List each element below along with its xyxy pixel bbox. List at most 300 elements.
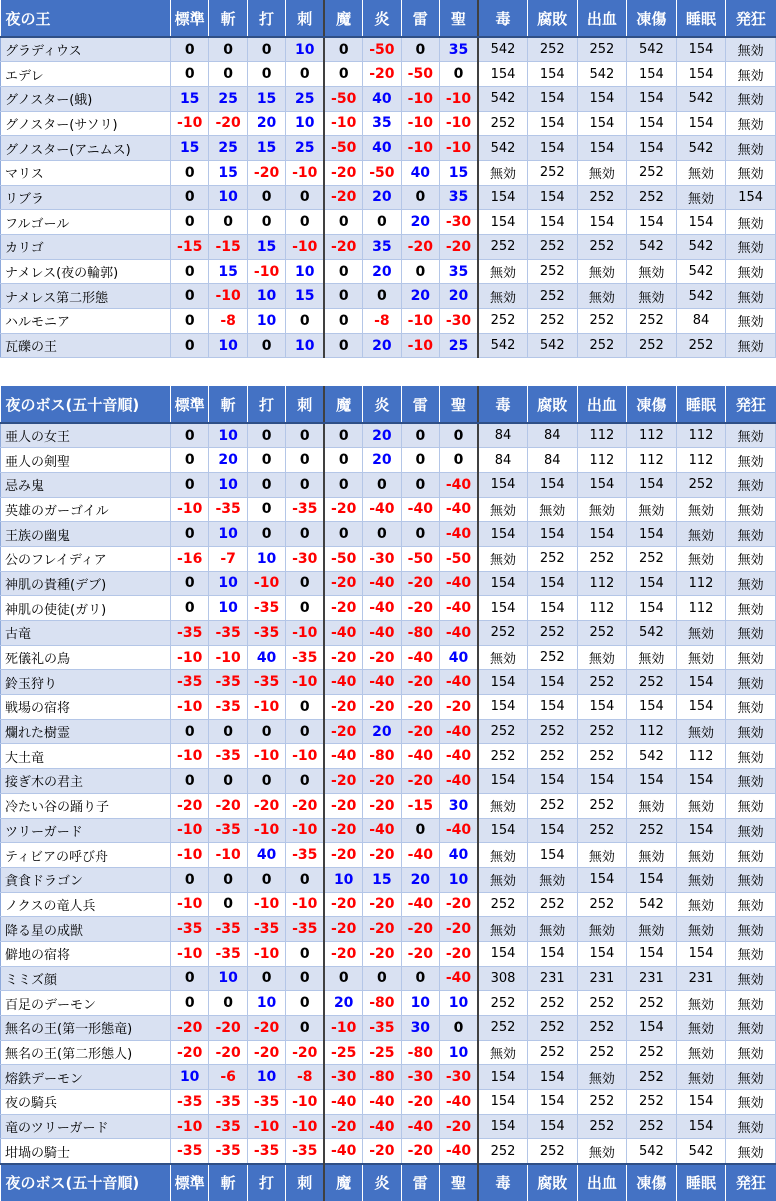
- status-resist-cell: 252: [528, 160, 578, 185]
- resistance-cell: -20: [247, 793, 285, 818]
- resistance-cell: -20: [324, 497, 362, 522]
- status-resist-cell: 無効: [478, 259, 528, 284]
- resistance-cell: 0: [324, 259, 362, 284]
- resistance-cell: 20: [363, 423, 401, 448]
- status-resist-cell: 154: [627, 695, 677, 720]
- resistance-cell: -20: [440, 1114, 478, 1139]
- resistance-cell: -20: [401, 941, 439, 966]
- resistance-cell: 0: [247, 448, 285, 473]
- status-resist-cell: 無効: [726, 235, 776, 260]
- status-resist-cell: 112: [676, 744, 726, 769]
- resistance-cell: 35: [440, 185, 478, 210]
- resistance-cell: -40: [401, 843, 439, 868]
- resistance-cell: -40: [401, 1114, 439, 1139]
- status-resist-cell: 無効: [726, 645, 776, 670]
- status-resist-cell: 無効: [478, 497, 528, 522]
- resistance-cell: 20: [363, 259, 401, 284]
- resistance-cell: -10: [401, 136, 439, 161]
- status-resist-cell: 無効: [726, 867, 776, 892]
- resistance-cell: 40: [363, 86, 401, 111]
- table-row: [1, 917, 776, 942]
- status-resist-cell: 252: [577, 309, 627, 334]
- table-row: [1, 185, 776, 210]
- resistance-cell: -20: [324, 843, 362, 868]
- status-resist-cell: 無効: [726, 670, 776, 695]
- resistance-cell: 0: [401, 472, 439, 497]
- resistance-cell: -35: [209, 497, 247, 522]
- status-resist-cell: 無効: [627, 917, 677, 942]
- status-resist-cell: 112: [676, 448, 726, 473]
- resistance-cell: -20: [324, 892, 362, 917]
- resistance-cell: -10: [440, 111, 478, 136]
- resistance-cell: -40: [440, 769, 478, 794]
- status-resist-cell: 無効: [478, 284, 528, 309]
- resistance-cell: 0: [170, 210, 208, 235]
- resistance-cell: 0: [324, 522, 362, 547]
- resistance-cell: 0: [286, 423, 324, 448]
- status-resist-cell: 252: [528, 309, 578, 334]
- resistance-cell: -40: [363, 1090, 401, 1115]
- resistance-cell: -35: [209, 670, 247, 695]
- status-resist-cell: 154: [627, 571, 677, 596]
- resistance-cell: 0: [170, 991, 208, 1016]
- status-resist-cell: 無効: [726, 621, 776, 646]
- resistance-cell: -15: [209, 235, 247, 260]
- resistance-cell: 0: [247, 210, 285, 235]
- header-col: 聖: [440, 386, 478, 423]
- status-resist-cell: 154: [528, 670, 578, 695]
- resistance-cell: -10: [286, 160, 324, 185]
- resistance-cell: -35: [170, 1139, 208, 1164]
- status-resist-cell: 252: [478, 309, 528, 334]
- resistance-cell: -30: [401, 1065, 439, 1090]
- resistance-cell: 0: [363, 966, 401, 991]
- status-resist-cell: 252: [478, 719, 528, 744]
- header-col: 毒: [478, 386, 528, 423]
- resistance-cell: -10: [170, 1114, 208, 1139]
- table-row: [1, 892, 776, 917]
- status-resist-cell: 252: [577, 793, 627, 818]
- resistance-cell: 0: [170, 423, 208, 448]
- resistance-cell: 10: [286, 259, 324, 284]
- status-resist-cell: 無効: [577, 917, 627, 942]
- table-row: [1, 843, 776, 868]
- resistance-cell: -20: [324, 596, 362, 621]
- status-resist-cell: 154: [627, 472, 677, 497]
- status-resist-cell: 542: [577, 62, 627, 87]
- resistance-cell: -10: [324, 1016, 362, 1041]
- status-resist-cell: 154: [577, 941, 627, 966]
- resistance-cell: -8: [363, 309, 401, 334]
- status-resist-cell: 154: [528, 571, 578, 596]
- status-resist-cell: 252: [627, 670, 677, 695]
- resistance-cell: 15: [247, 235, 285, 260]
- resistance-cell: 0: [247, 769, 285, 794]
- boss-name-cell: 英雄のガーゴイル: [1, 497, 171, 522]
- resistance-cell: 0: [363, 284, 401, 309]
- resistance-cell: -20: [324, 1114, 362, 1139]
- status-resist-cell: 542: [627, 621, 677, 646]
- resistance-cell: 0: [286, 309, 324, 334]
- header-col: 睡眠: [676, 386, 726, 423]
- status-resist-cell: 252: [577, 333, 627, 358]
- resistance-cell: -10: [286, 744, 324, 769]
- resistance-cell: 15: [286, 284, 324, 309]
- boss-name-cell: ナメレス第二形態: [1, 284, 171, 309]
- status-resist-cell: 無効: [676, 522, 726, 547]
- header-col: 斬: [209, 386, 247, 423]
- resistance-cell: 40: [247, 645, 285, 670]
- boss-name-cell: 亜人の女王: [1, 423, 171, 448]
- resistance-cell: -80: [401, 621, 439, 646]
- table-row: [1, 670, 776, 695]
- resistance-cell: -20: [401, 235, 439, 260]
- status-resist-cell: 無効: [726, 1016, 776, 1041]
- status-resist-cell: 154: [478, 596, 528, 621]
- resistance-cell: -40: [440, 571, 478, 596]
- status-resist-cell: 無効: [726, 472, 776, 497]
- boss-name-cell: 僻地の宿将: [1, 941, 171, 966]
- resistance-cell: -40: [440, 472, 478, 497]
- resistance-cell: -50: [324, 86, 362, 111]
- resistance-cell: -20: [401, 670, 439, 695]
- boss-name-cell: 百足のデーモン: [1, 991, 171, 1016]
- boss-name-cell: リブラ: [1, 185, 171, 210]
- resistance-cell: 30: [440, 793, 478, 818]
- status-resist-cell: 112: [627, 719, 677, 744]
- status-resist-cell: 154: [627, 522, 677, 547]
- resistance-cell: -35: [286, 843, 324, 868]
- resistance-cell: 10: [209, 966, 247, 991]
- boss-name-cell: エデレ: [1, 62, 171, 87]
- resistance-cell: -10: [247, 818, 285, 843]
- resistance-cell: 0: [324, 966, 362, 991]
- resistance-cell: 0: [170, 62, 208, 87]
- resistance-cell: -10: [170, 818, 208, 843]
- resistance-cell: -20: [209, 111, 247, 136]
- status-resist-cell: 154: [676, 695, 726, 720]
- status-resist-cell: 252: [478, 1139, 528, 1164]
- status-resist-cell: 154: [528, 522, 578, 547]
- status-resist-cell: 無効: [726, 284, 776, 309]
- resistance-cell: -40: [440, 719, 478, 744]
- resistance-cell: -20: [401, 571, 439, 596]
- resistance-cell: -35: [247, 670, 285, 695]
- resistance-cell: -40: [324, 1139, 362, 1164]
- resistance-cell: -35: [170, 1090, 208, 1115]
- resistance-cell: -8: [209, 309, 247, 334]
- status-resist-cell: 無効: [726, 86, 776, 111]
- status-resist-cell: 無効: [676, 843, 726, 868]
- status-resist-cell: 252: [528, 793, 578, 818]
- table-row: [1, 695, 776, 720]
- header-col: 刺: [286, 1164, 324, 1201]
- table-row: [1, 37, 776, 62]
- status-resist-cell: 252: [627, 991, 677, 1016]
- status-resist-cell: 無効: [577, 160, 627, 185]
- header-col: 標準: [170, 386, 208, 423]
- resistance-cell: -20: [440, 917, 478, 942]
- header-col: 魔: [324, 1164, 362, 1201]
- resistance-cell: 0: [247, 423, 285, 448]
- resistance-cell: 10: [170, 1065, 208, 1090]
- status-resist-cell: 無効: [726, 843, 776, 868]
- resistance-cell: -35: [209, 695, 247, 720]
- status-resist-cell: 154: [676, 1090, 726, 1115]
- resistance-cell: 30: [401, 1016, 439, 1041]
- status-resist-cell: 無効: [676, 719, 726, 744]
- status-resist-cell: 154: [676, 769, 726, 794]
- status-resist-cell: 154: [528, 596, 578, 621]
- status-resist-cell: 無効: [577, 497, 627, 522]
- boss-name-cell: 古竜: [1, 621, 171, 646]
- resistance-cell: -35: [247, 596, 285, 621]
- status-resist-cell: 252: [577, 1016, 627, 1041]
- status-resist-cell: 154: [627, 769, 677, 794]
- resistance-cell: -20: [401, 1139, 439, 1164]
- resistance-cell: 0: [170, 571, 208, 596]
- boss-name-cell: 無名の王(第一形態竜): [1, 1016, 171, 1041]
- status-resist-cell: 154: [627, 136, 677, 161]
- resistance-cell: 10: [209, 596, 247, 621]
- status-resist-cell: 無効: [726, 1040, 776, 1065]
- resistance-cell: -20: [401, 596, 439, 621]
- table-footer-header: [1, 1164, 776, 1201]
- status-resist-cell: 252: [577, 892, 627, 917]
- resistance-cell: 0: [170, 185, 208, 210]
- header-col: 発狂: [726, 0, 776, 37]
- resistance-cell: -50: [401, 546, 439, 571]
- boss-name-cell: 貪食ドラゴン: [1, 867, 171, 892]
- status-resist-cell: 154: [577, 86, 627, 111]
- status-resist-cell: 無効: [726, 111, 776, 136]
- status-resist-cell: 無効: [676, 1040, 726, 1065]
- header-col: 刺: [286, 0, 324, 37]
- resistance-cell: -50: [401, 62, 439, 87]
- resistance-cell: -20: [363, 695, 401, 720]
- resistance-cell: -35: [170, 670, 208, 695]
- resistance-cell: -10: [286, 670, 324, 695]
- status-resist-cell: 154: [528, 472, 578, 497]
- status-resist-cell: 無効: [676, 1065, 726, 1090]
- resistance-cell: 0: [440, 423, 478, 448]
- header-col: 斬: [209, 1164, 247, 1201]
- resistance-cell: 20: [363, 448, 401, 473]
- resistance-cell: -20: [401, 769, 439, 794]
- table-row: [1, 333, 776, 358]
- status-resist-cell: 542: [627, 37, 677, 62]
- table-row: [1, 1065, 776, 1090]
- resistance-cell: 0: [247, 719, 285, 744]
- resistance-cell: 20: [401, 867, 439, 892]
- resistance-cell: 0: [286, 472, 324, 497]
- table-row: [1, 111, 776, 136]
- resistance-cell: -50: [363, 160, 401, 185]
- status-resist-cell: 252: [627, 160, 677, 185]
- resistance-cell: 0: [440, 448, 478, 473]
- resistance-cell: 10: [209, 522, 247, 547]
- status-resist-cell: 無効: [726, 1065, 776, 1090]
- resistance-cell: 0: [324, 472, 362, 497]
- header-col: 雷: [401, 1164, 439, 1201]
- status-resist-cell: 308: [478, 966, 528, 991]
- resistance-cell: -30: [363, 546, 401, 571]
- status-resist-cell: 84: [528, 448, 578, 473]
- resistance-cell: -20: [363, 917, 401, 942]
- status-resist-cell: 無効: [726, 793, 776, 818]
- resistance-cell: -20: [324, 719, 362, 744]
- resistance-cell: -10: [170, 843, 208, 868]
- table-row: [1, 818, 776, 843]
- status-resist-cell: 542: [676, 284, 726, 309]
- status-resist-cell: 無効: [726, 1090, 776, 1115]
- header-col: 睡眠: [676, 1164, 726, 1201]
- resistance-cell: 0: [170, 333, 208, 358]
- resistance-cell: -25: [324, 1040, 362, 1065]
- night-boss-table: [0, 386, 776, 1201]
- boss-name-cell: ティビアの呼び舟: [1, 843, 171, 868]
- status-resist-cell: 542: [627, 892, 677, 917]
- resistance-cell: -40: [440, 522, 478, 547]
- boss-name-cell: 接ぎ木の君主: [1, 769, 171, 794]
- resistance-cell: 0: [170, 769, 208, 794]
- status-resist-cell: 無効: [627, 259, 677, 284]
- resistance-cell: -10: [247, 259, 285, 284]
- status-resist-cell: 無効: [577, 1065, 627, 1090]
- resistance-cell: -15: [401, 793, 439, 818]
- header-col: 打: [247, 386, 285, 423]
- status-resist-cell: 542: [676, 235, 726, 260]
- resistance-cell: 40: [401, 160, 439, 185]
- table-row: [1, 1139, 776, 1164]
- status-resist-cell: 252: [478, 991, 528, 1016]
- resistance-cell: 0: [286, 185, 324, 210]
- resistance-cell: -10: [247, 695, 285, 720]
- status-resist-cell: 154: [478, 818, 528, 843]
- table-header: [1, 0, 776, 37]
- table-row: [1, 62, 776, 87]
- header-col: 出血: [577, 386, 627, 423]
- resistance-cell: -20: [363, 645, 401, 670]
- boss-name-cell: ミミズ顔: [1, 966, 171, 991]
- status-resist-cell: 154: [478, 670, 528, 695]
- resistance-cell: 15: [209, 259, 247, 284]
- resistance-cell: 0: [324, 210, 362, 235]
- resistance-cell: -10: [209, 284, 247, 309]
- status-resist-cell: 542: [478, 333, 528, 358]
- resistance-cell: -10: [324, 111, 362, 136]
- resistance-cell: 0: [170, 448, 208, 473]
- resistance-cell: -20: [324, 695, 362, 720]
- status-resist-cell: 154: [577, 522, 627, 547]
- resistance-cell: 0: [401, 259, 439, 284]
- status-resist-cell: 252: [627, 546, 677, 571]
- status-resist-cell: 無効: [676, 892, 726, 917]
- boss-name-cell: 爛れた樹霊: [1, 719, 171, 744]
- resistance-cell: 10: [401, 991, 439, 1016]
- status-resist-cell: 252: [577, 1040, 627, 1065]
- status-resist-cell: 154: [528, 111, 578, 136]
- resistance-cell: -20: [363, 769, 401, 794]
- status-resist-cell: 252: [627, 185, 677, 210]
- status-resist-cell: 252: [528, 1040, 578, 1065]
- boss-name-cell: 戦場の宿将: [1, 695, 171, 720]
- status-resist-cell: 252: [478, 621, 528, 646]
- status-resist-cell: 252: [577, 37, 627, 62]
- resistance-cell: -10: [170, 744, 208, 769]
- status-resist-cell: 無効: [726, 37, 776, 62]
- status-resist-cell: 154: [478, 210, 528, 235]
- header-col: 凍傷: [627, 386, 677, 423]
- status-resist-cell: 154: [528, 1090, 578, 1115]
- table-row: [1, 1016, 776, 1041]
- resistance-cell: -10: [170, 695, 208, 720]
- status-resist-cell: 無効: [577, 284, 627, 309]
- resistance-cell: -50: [363, 37, 401, 62]
- status-resist-cell: 無効: [726, 309, 776, 334]
- status-resist-cell: 154: [478, 522, 528, 547]
- resistance-cell: -35: [170, 917, 208, 942]
- status-resist-cell: 無効: [528, 917, 578, 942]
- resistance-cell: 20: [401, 210, 439, 235]
- resistance-cell: 10: [440, 867, 478, 892]
- boss-name-cell: 神肌の貴種(デブ): [1, 571, 171, 596]
- table-row: [1, 423, 776, 448]
- status-resist-cell: 無効: [726, 818, 776, 843]
- resistance-cell: -20: [247, 1016, 285, 1041]
- status-resist-cell: 無効: [726, 522, 776, 547]
- table-row: [1, 259, 776, 284]
- resistance-cell: 10: [440, 991, 478, 1016]
- resistance-cell: -10: [401, 333, 439, 358]
- table-row: [1, 744, 776, 769]
- resistance-cell: -40: [440, 497, 478, 522]
- resistance-cell: 10: [247, 284, 285, 309]
- header-col: 毒: [478, 0, 528, 37]
- resistance-cell: -40: [363, 1114, 401, 1139]
- status-resist-cell: 252: [577, 546, 627, 571]
- status-resist-cell: 154: [528, 1065, 578, 1090]
- resistance-cell: -50: [440, 546, 478, 571]
- status-resist-cell: 無効: [528, 867, 578, 892]
- resistance-cell: -20: [440, 892, 478, 917]
- resistance-cell: 25: [286, 86, 324, 111]
- status-resist-cell: 無効: [478, 843, 528, 868]
- resistance-cell: 0: [247, 37, 285, 62]
- status-resist-cell: 252: [676, 472, 726, 497]
- status-resist-cell: 252: [528, 37, 578, 62]
- resistance-cell: -15: [170, 235, 208, 260]
- status-resist-cell: 154: [627, 1016, 677, 1041]
- resistance-cell: -20: [324, 571, 362, 596]
- boss-name-cell: カリゴ: [1, 235, 171, 260]
- status-resist-cell: 542: [627, 1139, 677, 1164]
- resistance-cell: -10: [170, 892, 208, 917]
- boss-name-cell: 冷たい谷の踊り子: [1, 793, 171, 818]
- resistance-cell: 0: [247, 185, 285, 210]
- table-row: [1, 235, 776, 260]
- status-resist-cell: 84: [478, 423, 528, 448]
- status-resist-cell: 112: [676, 596, 726, 621]
- resistance-cell: 0: [170, 37, 208, 62]
- resistance-cell: 0: [286, 571, 324, 596]
- resistance-cell: 0: [401, 966, 439, 991]
- resistance-cell: -40: [440, 621, 478, 646]
- status-resist-cell: 無効: [627, 284, 677, 309]
- header-name-col: 夜の王: [1, 0, 171, 37]
- resistance-cell: 25: [209, 136, 247, 161]
- boss-name-cell: 鈴玉狩り: [1, 670, 171, 695]
